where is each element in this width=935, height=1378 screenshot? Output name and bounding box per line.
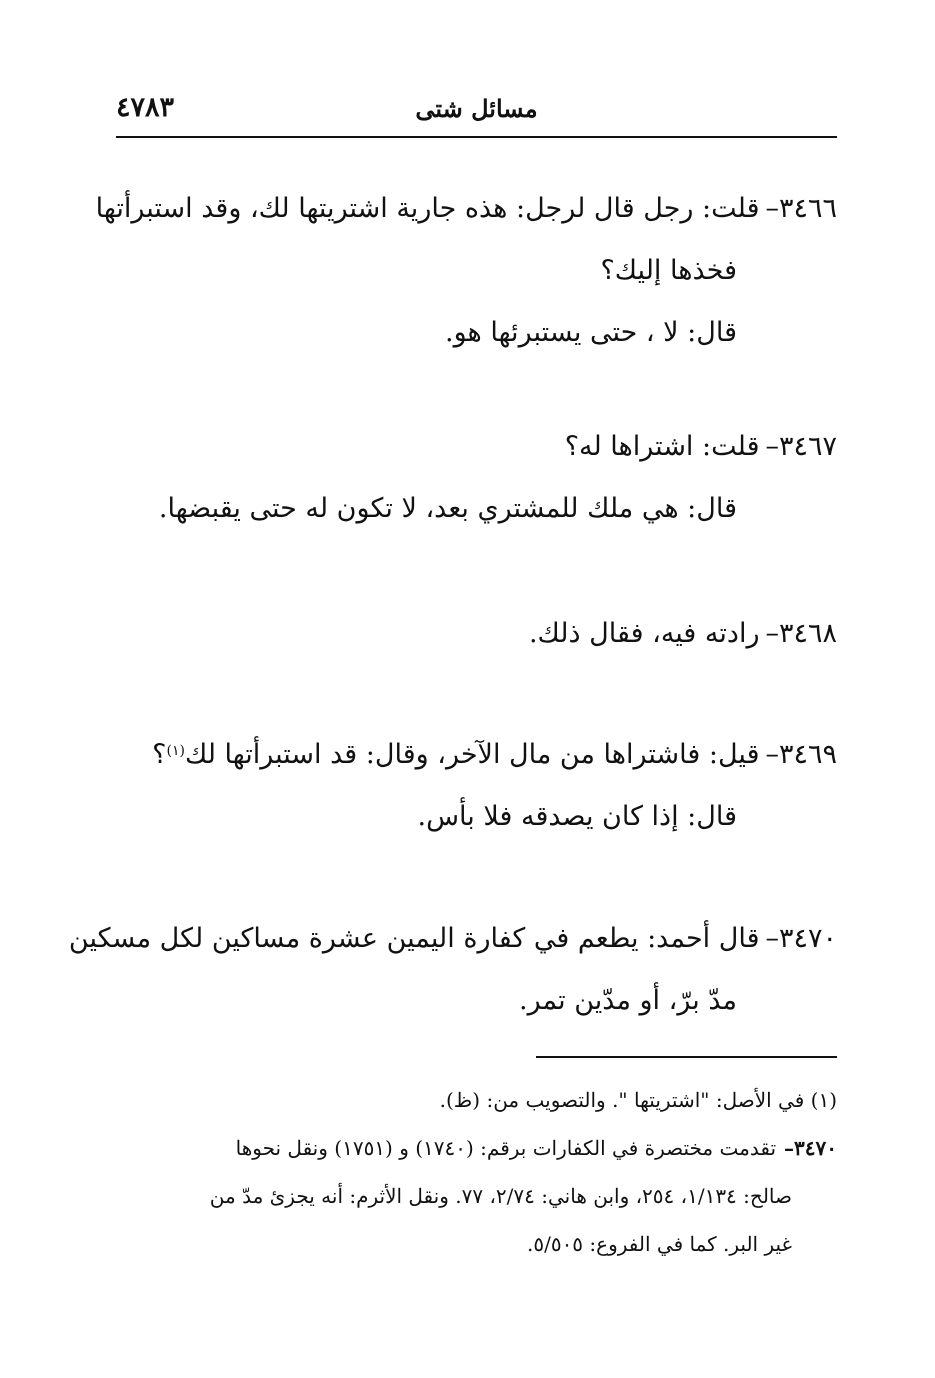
footnote-3470	[117, 1124, 837, 1172]
issue-number: ٣٤٦٨–	[765, 618, 837, 649]
footnotes	[117, 1076, 837, 1268]
footnote-reference[interactable]: (١)	[166, 743, 185, 759]
issue-3468	[117, 603, 837, 665]
answer-text: قال: إذا كان يصدقه فلا بأس.	[417, 801, 737, 832]
page-header	[116, 92, 837, 138]
issue-text: فخذها إليك؟	[600, 255, 737, 286]
footnote-1	[117, 1076, 837, 1124]
issue-number: ٣٤٦٦–	[765, 193, 837, 224]
footnote-marker: (١)	[810, 1088, 837, 1112]
issue-3469	[117, 724, 837, 848]
issue-number: ٣٤٦٩–	[765, 739, 837, 770]
footnote-text: في الأصل: "اشتريتها ". والتصويب من: (ظ).	[439, 1088, 805, 1112]
footnote-text: غير البر. كما في الفروع: ٥/٥٠٥.	[526, 1232, 792, 1256]
footnote-marker: ٣٤٧٠–	[784, 1136, 837, 1160]
issue-number: ٣٤٦٧–	[765, 431, 837, 462]
footnote-text: تقدمت مختصرة في الكفارات برقم: (١٧٤٠) و (١٧٥١) ونقل نحوها	[235, 1136, 777, 1160]
issue-text: قلت: رجل قال لرجل: هذه جارية اشتريتها لك، وقد استبرأتها	[95, 193, 760, 224]
page-number: ٤٧٨٣	[116, 92, 175, 123]
issue-text: قيل: فاشتراها من مال الآخر، وقال: قد استبرأتها لك	[184, 739, 760, 770]
footnote-text: صالح: ١/١٣٤، ٢٥٤، وابن هاني: ٢/٧٤، ٧٧. ونقل الأثرم: أنه يجزئ مدّ من	[209, 1184, 792, 1208]
answer-text: قال: لا ، حتى يستبرئها هو.	[445, 317, 737, 348]
issue-text: قلت: اشتراها له؟	[564, 431, 760, 462]
issue-3467	[117, 416, 837, 540]
question-mark: ؟	[152, 739, 167, 770]
issue-text: قال أحمد: يطعم في كفارة اليمين عشرة مساكين لكل مسكين	[68, 923, 760, 954]
issue-text: مدّ برّ، أو مدّين تمر.	[519, 985, 737, 1016]
issue-number: ٣٤٧٠–	[765, 923, 837, 954]
footnote-separator	[536, 1056, 837, 1058]
issue-text: رادته فيه، فقال ذلك.	[528, 618, 760, 649]
issue-3466	[95, 178, 837, 364]
answer-text: قال: هي ملك للمشتري بعد، لا تكون له حتى يقبضها.	[158, 493, 737, 524]
issue-3470	[68, 908, 837, 1032]
running-title: مسائل شتى	[415, 94, 538, 123]
